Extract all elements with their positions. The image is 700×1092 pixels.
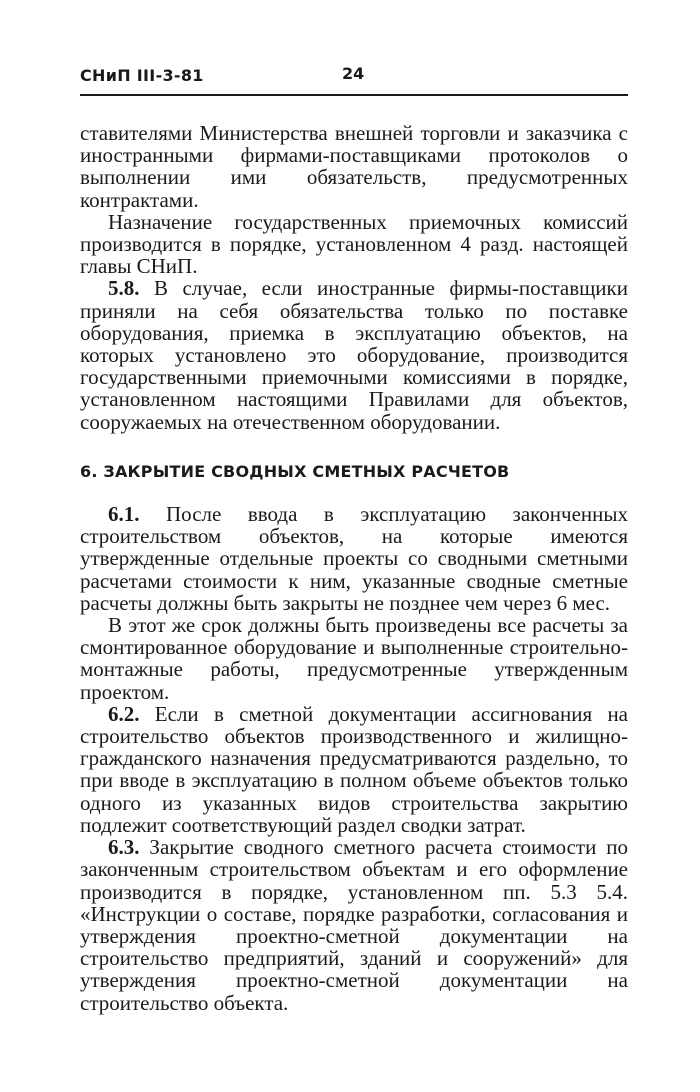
paragraph-continued: ставителями Министерства внешней торговли и заказчика с иностранными фирмами-поставщиками протоколов о выполнении ими обязательств, предусмотренных контрактами. bbox=[80, 121, 628, 212]
clause-number: 6.1. bbox=[108, 502, 140, 527]
clause-number: 6.3. bbox=[108, 835, 140, 860]
clause-text: Если в сметной документации ассигнования на строительство объектов производственного и жилищно-гражданского назначения предусматриваются раздельно, то при вводе в эксплуатацию в полном объеме объектов только одного из указанных видов строительства закрытию подлежит соответствующий раздел сводки затрат. bbox=[80, 701, 628, 837]
paragraph-settlements: В этот же срок должны быть произведены все расчеты за смонтированное оборудование и выполненные строительно-монтажные работы, предусмотренные утвержденным проектом. bbox=[80, 613, 628, 704]
clause-number: 5.8. bbox=[108, 276, 140, 301]
paragraph-6-3 bbox=[80, 836, 628, 1014]
paragraph-5-8 bbox=[80, 277, 628, 432]
clause-text: Закрытие сводного сметного расчета стоимости по законченным строительством объектам и его оформление производится в порядке, установленном пп. 5.3 5.4. «Инструкции о составе, порядке разработки, согласования и утверждения проектно-сметной документации на строительство предприятий, зданий и сооружений» для утверждения проектно-сметной документации на строительство объекта. bbox=[80, 835, 628, 1015]
clause-text: После ввода в эксплуатацию законченных строительством объектов, на которые имеются утвержденные отдельные проекты со сводными сметными расчетами стоимости к ним, указанные сводные сметные расчеты должны быть закрыты не позднее чем через 6 мес. bbox=[80, 502, 628, 615]
paragraph-commission-appointment: Назначение государственных приемочных комиссий производится в порядке, установленном 4 разд. настоящей главы СНиП. bbox=[80, 209, 628, 279]
clause-text: В случае, если иностранные фирмы-поставщики приняли на себя обязательства только по поставке оборудования, приемка в эксплуатацию объектов, на которых установлено это оборудование, производится государственными приемочными комиссиями в порядке, установленном настоящими Правилами для объектов, сооружаемых на отечественном оборудовании. bbox=[80, 276, 628, 434]
document-page bbox=[80, 62, 628, 1014]
page-number: 24 bbox=[342, 64, 365, 83]
paragraph-6-1 bbox=[80, 503, 628, 614]
document-body bbox=[80, 122, 628, 1014]
section-title: 6. ЗАКРЫТИЕ СВОДНЫХ СМЕТНЫХ РАСЧЕТОВ bbox=[80, 461, 510, 481]
page-header bbox=[80, 62, 628, 96]
paragraph-6-2 bbox=[80, 703, 628, 836]
clause-number: 6.2. bbox=[108, 701, 140, 726]
document-code: СНиП III-3-81 bbox=[80, 66, 204, 85]
